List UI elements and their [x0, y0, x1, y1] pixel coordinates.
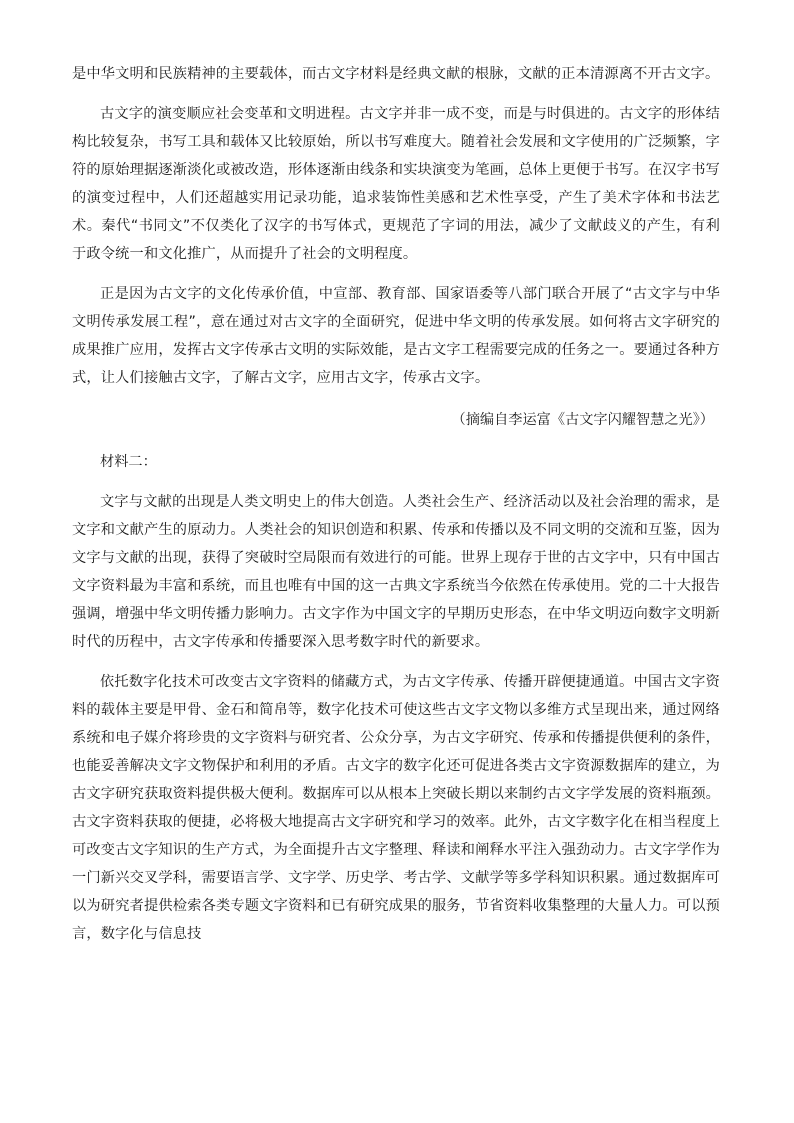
material-label: 材料二：: [100, 454, 157, 470]
paragraph-project: 正是因为古文字的文化传承价值，中宣部、教育部、国家语委等八部门联合开展了“古文字与中华文明传承发展工程”，意在通过对古文字的全面研究，促进中华文明的传承发展。如何将古文字研究的成果推广应用，发挥古文字传承古文明的实际效能，是古文字工程需要完成的任务之一。要通过各种方式，让人们接触古文字，了解古文字，应用古文字，传承古文字。: [72, 286, 720, 386]
document-page: [72, 60, 720, 948]
source-citation: （摘编自李运富《古文字闪耀智慧之光》）: [451, 412, 714, 428]
paragraph-continued: 是中华文明和民族精神的主要载体，而古文字材料是经典文献的根脉，文献的正本清源离不开古文字。: [72, 66, 720, 82]
paragraph-digitization: 依托数字化技术可改变古文字资料的储藏方式，为古文字传承、传播开辟便捷通道。中国古文字资料的载体主要是甲骨、金石和简帛等，数字化技术可使这些古文字文物以多维方式呈现出来，通过网络系统和电子媒介将珍贵的文字资料与研究者、公众分享，为古文字研究、传承和传播提供便利的条件，也能妥善解决文字文物保护和利用的矛盾。古文字的数字化还可促进各类古文字资源数据库的建立，为古文字研究获取资料提供极大便利。数据库可以从根本上突破长期以来制约古文字学发展的资料瓶颈。古文字资料获取的便捷，必将极大地提高古文字研究和学习的效率。此外，古文字数字化在相当程度上可改变古文字知识的生产方式，为全面提升古文字整理、释读和阐释水平注入强劲动力。古文字学作为一门新兴交叉学科，需要语言学、文字学、历史学、考古学、文献学等多学科知识积累。通过数据库可以为研究者提供检索各类专题文字资料和已有研究成果的服务，节省资料收集整理的大量人力。可以预言，数字化与信息技: [72, 674, 720, 942]
paragraph-evolution: 古文字的演变顺应社会变革和文明进程。古文字并非一成不变，而是与时俱进的。古文字的形体结构比较复杂，书写工具和载体又比较原始，所以书写难度大。随着社会发展和文字使用的广泛频繁，字符的原始理据逐渐淡化或被改造，形体逐渐由线条和实块演变为笔画，总体上更便于书写。在汉字书写的演变过程中，人们还超越实用记录功能，追求装饰性美感和艺术性享受，产生了美术字体和书法艺术。秦代“书同文”不仅类化了汉字的书写体式，更规范了字词的用法，减少了文献歧义的产生，有利于政令统一和文化推广，从而提升了社会的文明程度。: [72, 106, 720, 262]
paragraph-writing-origin: 文字与文献的出现是人类文明史上的伟大创造。人类社会生产、经济活动以及社会治理的需求，是文字和文献产生的原动力。人类社会的知识创造和积累、传承和传播以及不同文明的交流和互鉴，因为文字与文献的出现，获得了突破时空局限而有效进行的可能。世界上现存于世的古文字中，只有中国古文字资料最为丰富和系统，而且也唯有中国的这一古典文字系统当今依然在传承使用。党的二十大报告强调，增强中华文明传播力影响力。古文字作为中国文字的早期历史形态，在中华文明迈向数字文明新时代的历程中，古文字传承和传播要深入思考数字时代的新要求。: [72, 494, 720, 650]
